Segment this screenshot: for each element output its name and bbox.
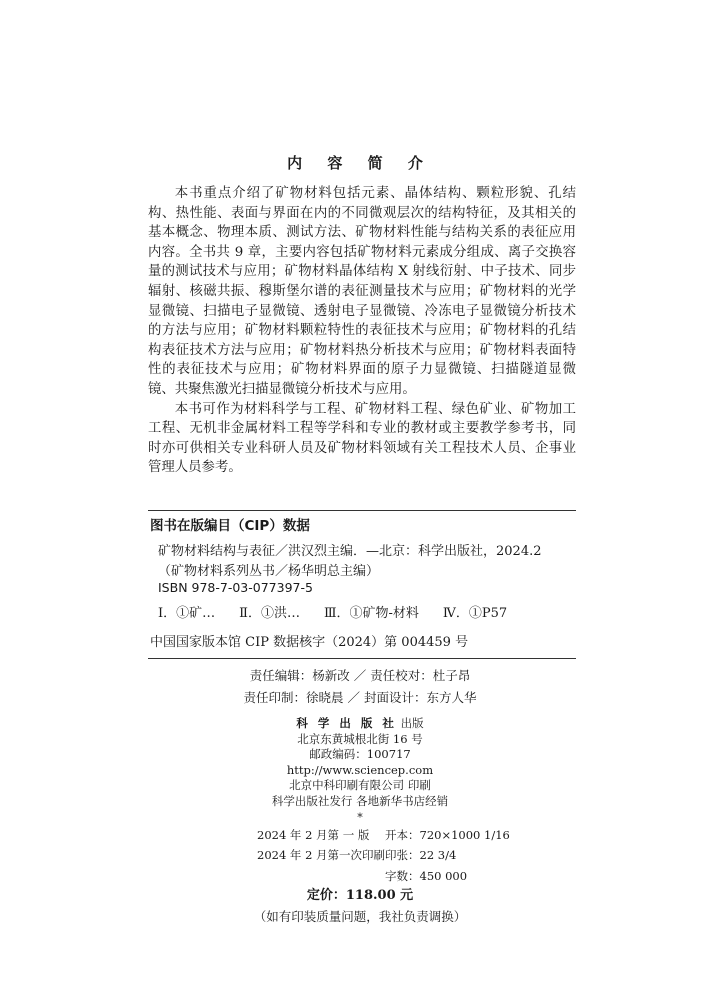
cip-heading: 图书在版编目（CIP）数据 xyxy=(150,518,310,534)
spec-row xyxy=(0,886,720,906)
price: 定价：118.00 元 xyxy=(306,888,414,904)
publisher-line xyxy=(0,716,720,732)
word-count: 字数：450 000 xyxy=(385,868,468,883)
format-info: 开本：720×1000 1/16 xyxy=(385,828,510,842)
distribution-line: 科学出版社发行 各地新华书店经销 xyxy=(271,793,449,808)
spec-row xyxy=(0,845,720,865)
publisher-address: 北京东黄城根北街 16 号 xyxy=(297,731,423,746)
sheets-info: 印张：22 3/4 xyxy=(385,848,457,863)
cip-bottom-divider xyxy=(148,658,576,659)
printing-info: 2024 年 2 月第一次印刷 xyxy=(257,848,386,863)
cip-class-item: Ⅲ．①矿物-材料 xyxy=(323,606,419,621)
cip-entry: 矿物材料结构与表征／洪汉烈主编．—北京：科学出版社，2024.2 xyxy=(158,544,542,559)
intro-paragraph: 本书可作为材料科学与工程、矿物材料工程、绿色矿业、矿物加工工程、无机非金属材料工程等学科和专业的教材或主要教学参考书，同时亦可供相关专业科研人员及矿物材料领域有关工程技术人员、企事业管理人员参考。 xyxy=(148,401,576,476)
cip-series: （矿物材料系列丛书／杨华明总主编） xyxy=(158,564,380,579)
staff-production: 责任印制：徐晓晨 ／ 封面设计：东方人华 xyxy=(243,690,477,705)
publisher-block xyxy=(0,716,720,825)
cip-class-item: Ⅰ．①矿… xyxy=(158,606,216,621)
cip-number: 中国国家版本馆 CIP 数据核字（2024）第 004459 号 xyxy=(150,635,469,650)
separator-star: * xyxy=(357,810,363,824)
intro-paragraph: 本书重点介绍了矿物材料包括元素、晶体结构、颗粒形貌、孔结构、热性能、表面与界面在内的不同微观层次的结构特征，及其相关的基本概念、物理本质、测试方法、矿物材料性能与结构关系的表征应用内容。全书共 9 章，主要内容包括矿物材料元素成分组成、离子交换容量的测试技术与应用；矿物材料晶体结构 X 射线衍射、中子技术、同步辐射、核磁共振、穆斯堡尔谱的表征测量技术与应用；矿物材料的光学显微镜、扫描电子显微镜、透射电子显微镜、冷冻电子显微镜分析技术的方法与应用；矿物材料颗粒特性的表征技术与应用；矿物材料的孔结构表征技术方法与应用；矿物材料热分析技术与应用；矿物材料表面特性的表征技术与应用；矿物材料界面的原子力显微镜、扫描隧道显微镜、共聚焦激光扫描显微镜分析技术与应用。 xyxy=(148,186,576,397)
publisher-postcode: 邮政编码：100717 xyxy=(309,747,411,762)
edition-info: 2024 年 2 月第 一 版 xyxy=(257,828,370,842)
publisher-website: http://www.sciencep.com xyxy=(286,762,434,777)
cip-class-item: Ⅳ．①P57 xyxy=(442,606,508,621)
staff-editors: 责任编辑：杨新改 ／ 责任校对：杜子昂 xyxy=(249,668,471,683)
cip-isbn: ISBN 978-7-03-077397-5 xyxy=(158,580,313,595)
intro-body xyxy=(148,184,576,478)
quality-notice: （如有印装质量问题，我社负责调换） xyxy=(253,908,467,924)
printer-line: 北京中科印刷有限公司 印刷 xyxy=(289,778,431,793)
cip-classification xyxy=(158,602,507,621)
publisher-name: 科 学 出 版 社 xyxy=(296,716,397,730)
cip-class-item: Ⅱ．①洪… xyxy=(239,606,300,621)
intro-title: 内 容 简 介 xyxy=(287,154,433,172)
spec-row xyxy=(0,866,720,886)
cip-top-divider xyxy=(148,510,576,511)
spec-row xyxy=(0,907,720,927)
publisher-name-suffix: 出版 xyxy=(396,716,424,730)
print-specs xyxy=(0,825,720,927)
spec-row xyxy=(0,825,720,845)
